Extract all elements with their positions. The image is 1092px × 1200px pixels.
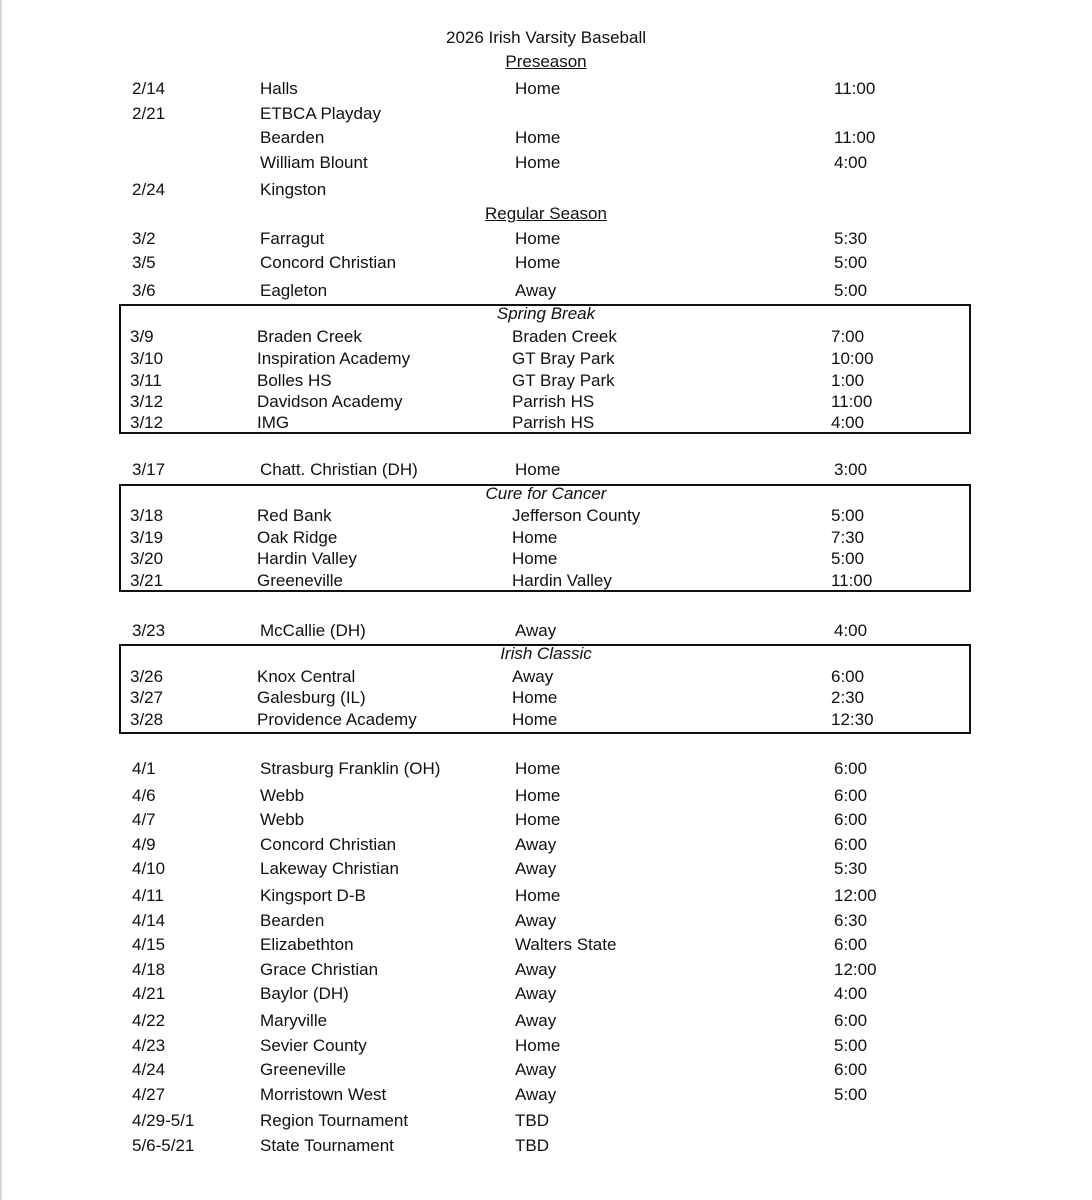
schedule-title: 2026 Irish Varsity Baseball — [445, 28, 646, 47]
game-date: 4/1 — [132, 759, 156, 778]
game-location: Home — [515, 759, 561, 778]
game-opponent: Greeneville — [257, 571, 343, 590]
game-row — [0, 370, 1092, 392]
game-opponent: Braden Creek — [257, 327, 362, 346]
game-time: 11:00 — [831, 392, 873, 411]
game-time: 6:30 — [834, 911, 868, 930]
game-location: Home — [512, 688, 558, 707]
game-location: Away — [515, 960, 557, 979]
game-location: Walters State — [515, 935, 617, 954]
game-date: 3/26 — [130, 667, 164, 686]
game-opponent: Webb — [260, 810, 305, 829]
game-opponent: Galesburg (IL) — [257, 688, 366, 707]
game-row — [0, 666, 1092, 688]
game-row — [0, 934, 1092, 956]
game-date: 3/27 — [130, 688, 164, 707]
game-location: Home — [515, 460, 561, 479]
game-date: 4/24 — [132, 1060, 166, 1079]
game-location: GT Bray Park — [512, 371, 615, 390]
game-row — [0, 548, 1092, 570]
game-date: 2/14 — [132, 79, 166, 98]
game-row — [0, 1110, 1092, 1132]
game-opponent: Concord Christian — [260, 835, 397, 854]
game-location: Home — [515, 810, 561, 829]
game-location: Away — [515, 281, 557, 300]
game-opponent: ETBCA Playday — [260, 104, 381, 123]
game-date: 3/17 — [132, 460, 166, 479]
game-row — [0, 687, 1092, 709]
game-location: GT Bray Park — [512, 349, 615, 368]
game-opponent: Grace Christian — [260, 960, 379, 979]
game-date: 3/20 — [130, 549, 164, 568]
game-date: 4/22 — [132, 1011, 166, 1030]
game-row — [0, 785, 1092, 807]
game-row — [0, 983, 1092, 1005]
irish-classic-title: Irish Classic — [500, 644, 592, 663]
game-date: 3/12 — [130, 392, 164, 411]
game-row — [0, 910, 1092, 932]
game-date: 4/11 — [132, 886, 164, 905]
game-opponent: Providence Academy — [257, 710, 417, 729]
game-opponent: Maryville — [260, 1011, 328, 1030]
game-location: Home — [512, 710, 558, 729]
game-row — [0, 252, 1092, 274]
game-time: 5:00 — [834, 1036, 868, 1055]
game-opponent: Knox Central — [257, 667, 356, 686]
game-location: Parrish HS — [512, 413, 595, 432]
game-row — [0, 459, 1092, 481]
game-opponent: Kingsport D-B — [260, 886, 366, 905]
game-time: 6:00 — [834, 1011, 868, 1030]
game-time: 2:30 — [831, 688, 865, 707]
game-time: 11:00 — [834, 128, 876, 147]
game-opponent: State Tournament — [260, 1136, 394, 1155]
game-date: 4/27 — [132, 1085, 166, 1104]
game-opponent: Halls — [260, 79, 298, 98]
game-date: 4/7 — [132, 810, 156, 829]
game-row — [0, 179, 1092, 201]
game-row — [0, 834, 1092, 856]
game-opponent: McCallie (DH) — [260, 621, 366, 640]
game-location: Home — [512, 549, 558, 568]
game-time: 6:00 — [834, 835, 868, 854]
game-row — [0, 391, 1092, 413]
game-date: 4/9 — [132, 835, 156, 854]
game-date: 3/9 — [130, 327, 154, 346]
game-time: 4:00 — [834, 984, 868, 1003]
game-date: 4/18 — [132, 960, 166, 979]
regular-season-heading: Regular Season — [485, 204, 607, 223]
game-date: 2/24 — [132, 180, 166, 199]
game-date: 3/23 — [132, 621, 166, 640]
game-opponent: Eagleton — [260, 281, 328, 300]
game-time: 5:30 — [834, 229, 868, 248]
game-time: 5:00 — [834, 281, 868, 300]
game-row — [0, 1010, 1092, 1032]
game-opponent: Farragut — [260, 229, 325, 248]
game-location: TBD — [515, 1111, 549, 1130]
game-time: 6:00 — [834, 935, 868, 954]
game-opponent: Bearden — [260, 128, 325, 147]
game-row — [0, 505, 1092, 527]
game-opponent: IMG — [257, 413, 290, 432]
game-opponent: Inspiration Academy — [257, 349, 411, 368]
game-date: 3/2 — [132, 229, 156, 248]
game-time: 5:00 — [834, 253, 868, 272]
game-location: Away — [512, 667, 554, 686]
game-opponent: Elizabethton — [260, 935, 354, 954]
game-date: 5/6-5/21 — [132, 1136, 195, 1155]
game-row — [0, 1035, 1092, 1057]
game-opponent: Bearden — [260, 911, 325, 930]
game-row — [0, 758, 1092, 780]
game-date: 4/29-5/1 — [132, 1111, 195, 1130]
game-date: 4/6 — [132, 786, 156, 805]
spring-break-title: Spring Break — [496, 304, 596, 323]
preseason-heading: Preseason — [505, 52, 587, 71]
game-time: 4:00 — [834, 153, 868, 172]
game-time: 11:00 — [831, 571, 873, 590]
game-row — [0, 527, 1092, 549]
game-location: Away — [515, 835, 557, 854]
game-opponent: Concord Christian — [260, 253, 397, 272]
game-time: 5:00 — [834, 1085, 868, 1104]
game-row — [0, 326, 1092, 348]
game-opponent: Sevier County — [260, 1036, 367, 1055]
game-row — [0, 152, 1092, 174]
game-row — [0, 228, 1092, 250]
game-time: 12:30 — [831, 710, 874, 729]
game-row — [0, 959, 1092, 981]
game-location: Home — [515, 229, 561, 248]
game-date: 4/23 — [132, 1036, 166, 1055]
game-row — [0, 127, 1092, 149]
game-time: 12:00 — [834, 960, 877, 979]
game-location: Hardin Valley — [512, 571, 612, 590]
game-row — [0, 78, 1092, 100]
game-location: Away — [515, 1011, 557, 1030]
game-location: Away — [515, 1085, 557, 1104]
game-opponent: Webb — [260, 786, 305, 805]
game-row — [0, 809, 1092, 831]
game-time: 4:00 — [834, 621, 868, 640]
game-row — [0, 885, 1092, 907]
game-location: Away — [515, 984, 557, 1003]
game-row — [0, 858, 1092, 880]
game-date: 3/5 — [132, 253, 156, 272]
game-time: 6:00 — [834, 1060, 868, 1079]
game-time: 12:00 — [834, 886, 877, 905]
game-location: Away — [515, 859, 557, 878]
game-location: Home — [512, 528, 558, 547]
game-row — [0, 103, 1092, 125]
game-date: 4/15 — [132, 935, 166, 954]
game-location: Home — [515, 153, 561, 172]
game-date: 3/10 — [130, 349, 164, 368]
game-row — [0, 348, 1092, 370]
game-location: Away — [515, 1060, 557, 1079]
game-time: 1:00 — [831, 371, 865, 390]
game-time: 6:00 — [831, 667, 865, 686]
game-opponent: Bolles HS — [257, 371, 332, 390]
game-date: 3/18 — [130, 506, 164, 525]
game-row — [0, 620, 1092, 642]
game-row — [0, 280, 1092, 302]
game-opponent: Greeneville — [260, 1060, 346, 1079]
game-opponent: Baylor (DH) — [260, 984, 349, 1003]
game-row — [0, 1135, 1092, 1157]
game-location: Away — [515, 621, 557, 640]
game-time: 7:30 — [831, 528, 865, 547]
game-time: 7:00 — [831, 327, 865, 346]
game-date: 3/6 — [132, 281, 156, 300]
game-date: 2/21 — [132, 104, 166, 123]
game-location: TBD — [515, 1136, 549, 1155]
game-location: Parrish HS — [512, 392, 595, 411]
game-date: 3/11 — [130, 371, 162, 390]
game-time: 5:00 — [831, 506, 865, 525]
cure-for-cancer-title: Cure for Cancer — [485, 484, 607, 503]
game-opponent: Morristown West — [260, 1085, 387, 1104]
game-location: Home — [515, 253, 561, 272]
game-time: 5:00 — [831, 549, 865, 568]
game-time: 6:00 — [834, 810, 868, 829]
game-row — [0, 1084, 1092, 1106]
game-location: Home — [515, 128, 561, 147]
game-location: Home — [515, 786, 561, 805]
game-time: 4:00 — [831, 413, 865, 432]
game-opponent: Kingston — [260, 180, 327, 199]
game-time: 3:00 — [834, 460, 868, 479]
game-opponent: Hardin Valley — [257, 549, 357, 568]
game-opponent: Davidson Academy — [257, 392, 403, 411]
game-opponent: Region Tournament — [260, 1111, 409, 1130]
game-date: 3/28 — [130, 710, 164, 729]
game-time: 6:00 — [834, 786, 868, 805]
game-location: Away — [515, 911, 557, 930]
game-date: 4/21 — [132, 984, 166, 1003]
game-date: 3/12 — [130, 413, 164, 432]
game-opponent: Oak Ridge — [257, 528, 338, 547]
game-row — [0, 412, 1092, 434]
game-opponent: Lakeway Christian — [260, 859, 399, 878]
game-opponent: Strasburg Franklin (OH) — [260, 759, 441, 778]
game-date: 3/21 — [130, 571, 164, 590]
game-time: 5:30 — [834, 859, 868, 878]
game-location: Jefferson County — [512, 506, 641, 525]
game-location: Home — [515, 1036, 561, 1055]
game-opponent: Chatt. Christian (DH) — [260, 460, 418, 479]
game-time: 10:00 — [831, 349, 874, 368]
game-date: 4/10 — [132, 859, 166, 878]
game-date: 4/14 — [132, 911, 166, 930]
game-time: 6:00 — [834, 759, 868, 778]
game-time: 11:00 — [834, 79, 876, 98]
game-row — [0, 570, 1092, 592]
game-opponent: Red Bank — [257, 506, 332, 525]
game-location: Braden Creek — [512, 327, 617, 346]
game-location: Home — [515, 886, 561, 905]
game-location: Home — [515, 79, 561, 98]
game-opponent: William Blount — [260, 153, 368, 172]
game-row — [0, 709, 1092, 731]
game-row — [0, 1059, 1092, 1081]
game-date: 3/19 — [130, 528, 164, 547]
